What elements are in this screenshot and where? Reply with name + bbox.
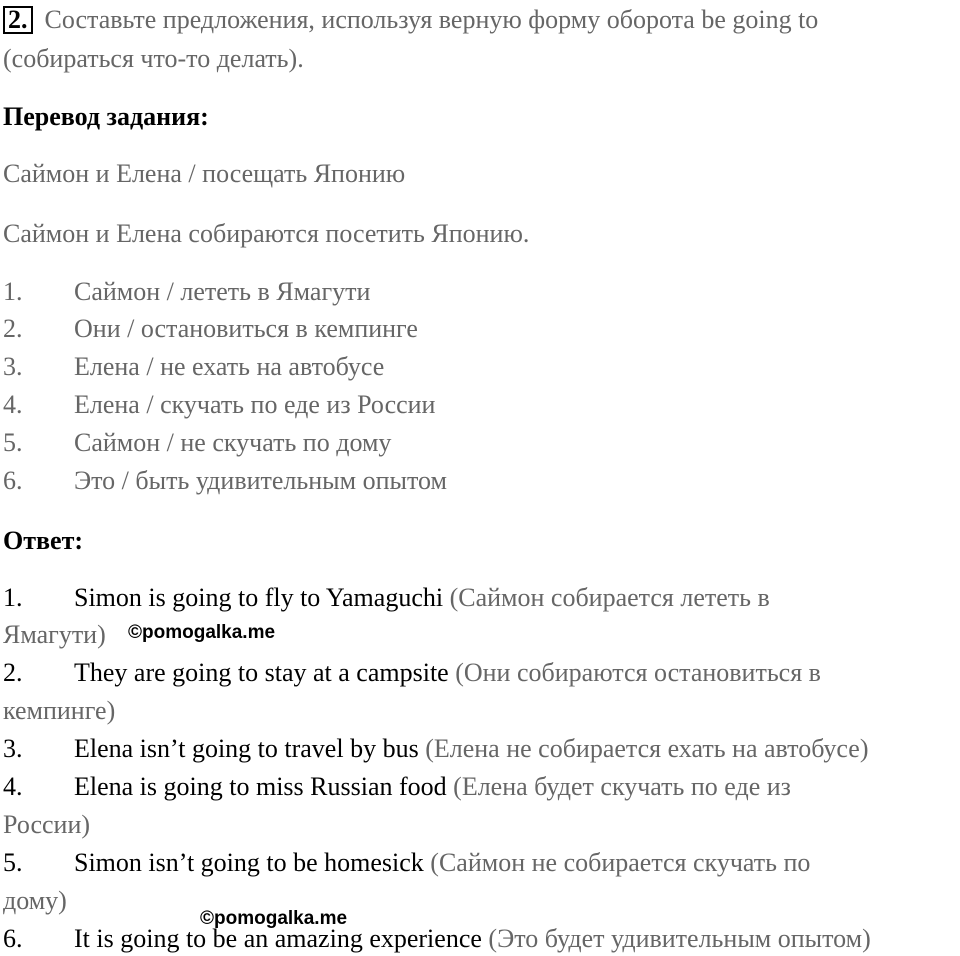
example-prompt: Саймон и Елена / посещать Японию [3,159,406,188]
answer-item: 2. They are going to stay at a campsite (Они собираются остановиться в [3,658,821,687]
answer-item: 5. Simon isn’t going to be homesick (Саймон не собирается скучать по [3,848,811,877]
list-item: 2. Они / остановиться в кемпинге [3,314,418,343]
task-text: Составьте предложения, используя верную форму оборота be going to [44,5,819,34]
list-item: 5. Саймон / не скучать по дому [3,428,392,457]
example-answer: Саймон и Елена собираются посетить Японию. [3,219,530,248]
answer-item: 3. Elena isn’t going to travel by bus (Елена не собирается ехать на автобусе) [3,734,869,763]
task-line-2: (собираться что-то делать). [3,44,304,73]
answer-item: 1. Simon is going to fly to Yamaguchi (Саймон собирается лететь в [3,583,770,612]
watermark: ©pomogalka.me [200,908,348,929]
answer-item-continuation: России) [3,810,91,839]
list-item: 1. Саймон / лететь в Ямагути [3,277,371,306]
answer-item-continuation: дому) [3,886,67,915]
watermark: ©pomogalka.me [128,622,276,643]
task-line-1 [3,5,818,35]
task-number-badge: 2. [3,6,33,34]
list-item: 3. Елена / не ехать на автобусе [3,352,385,381]
answer-heading: Ответ: [3,526,84,555]
answer-item-continuation: Ямагути) [3,620,106,649]
list-item: 6. Это / быть удивительным опытом [3,466,447,495]
answer-item: 6. It is going to be an amazing experience (Это будет удивительным опытом) [3,924,871,953]
list-item: 4. Елена / скучать по еде из России [3,390,436,419]
translation-heading: Перевод задания: [3,102,209,131]
answer-item: 4. Elena is going to miss Russian food (Елена будет скучать по еде из [3,772,791,801]
answer-item-continuation: кемпинге) [3,696,116,725]
